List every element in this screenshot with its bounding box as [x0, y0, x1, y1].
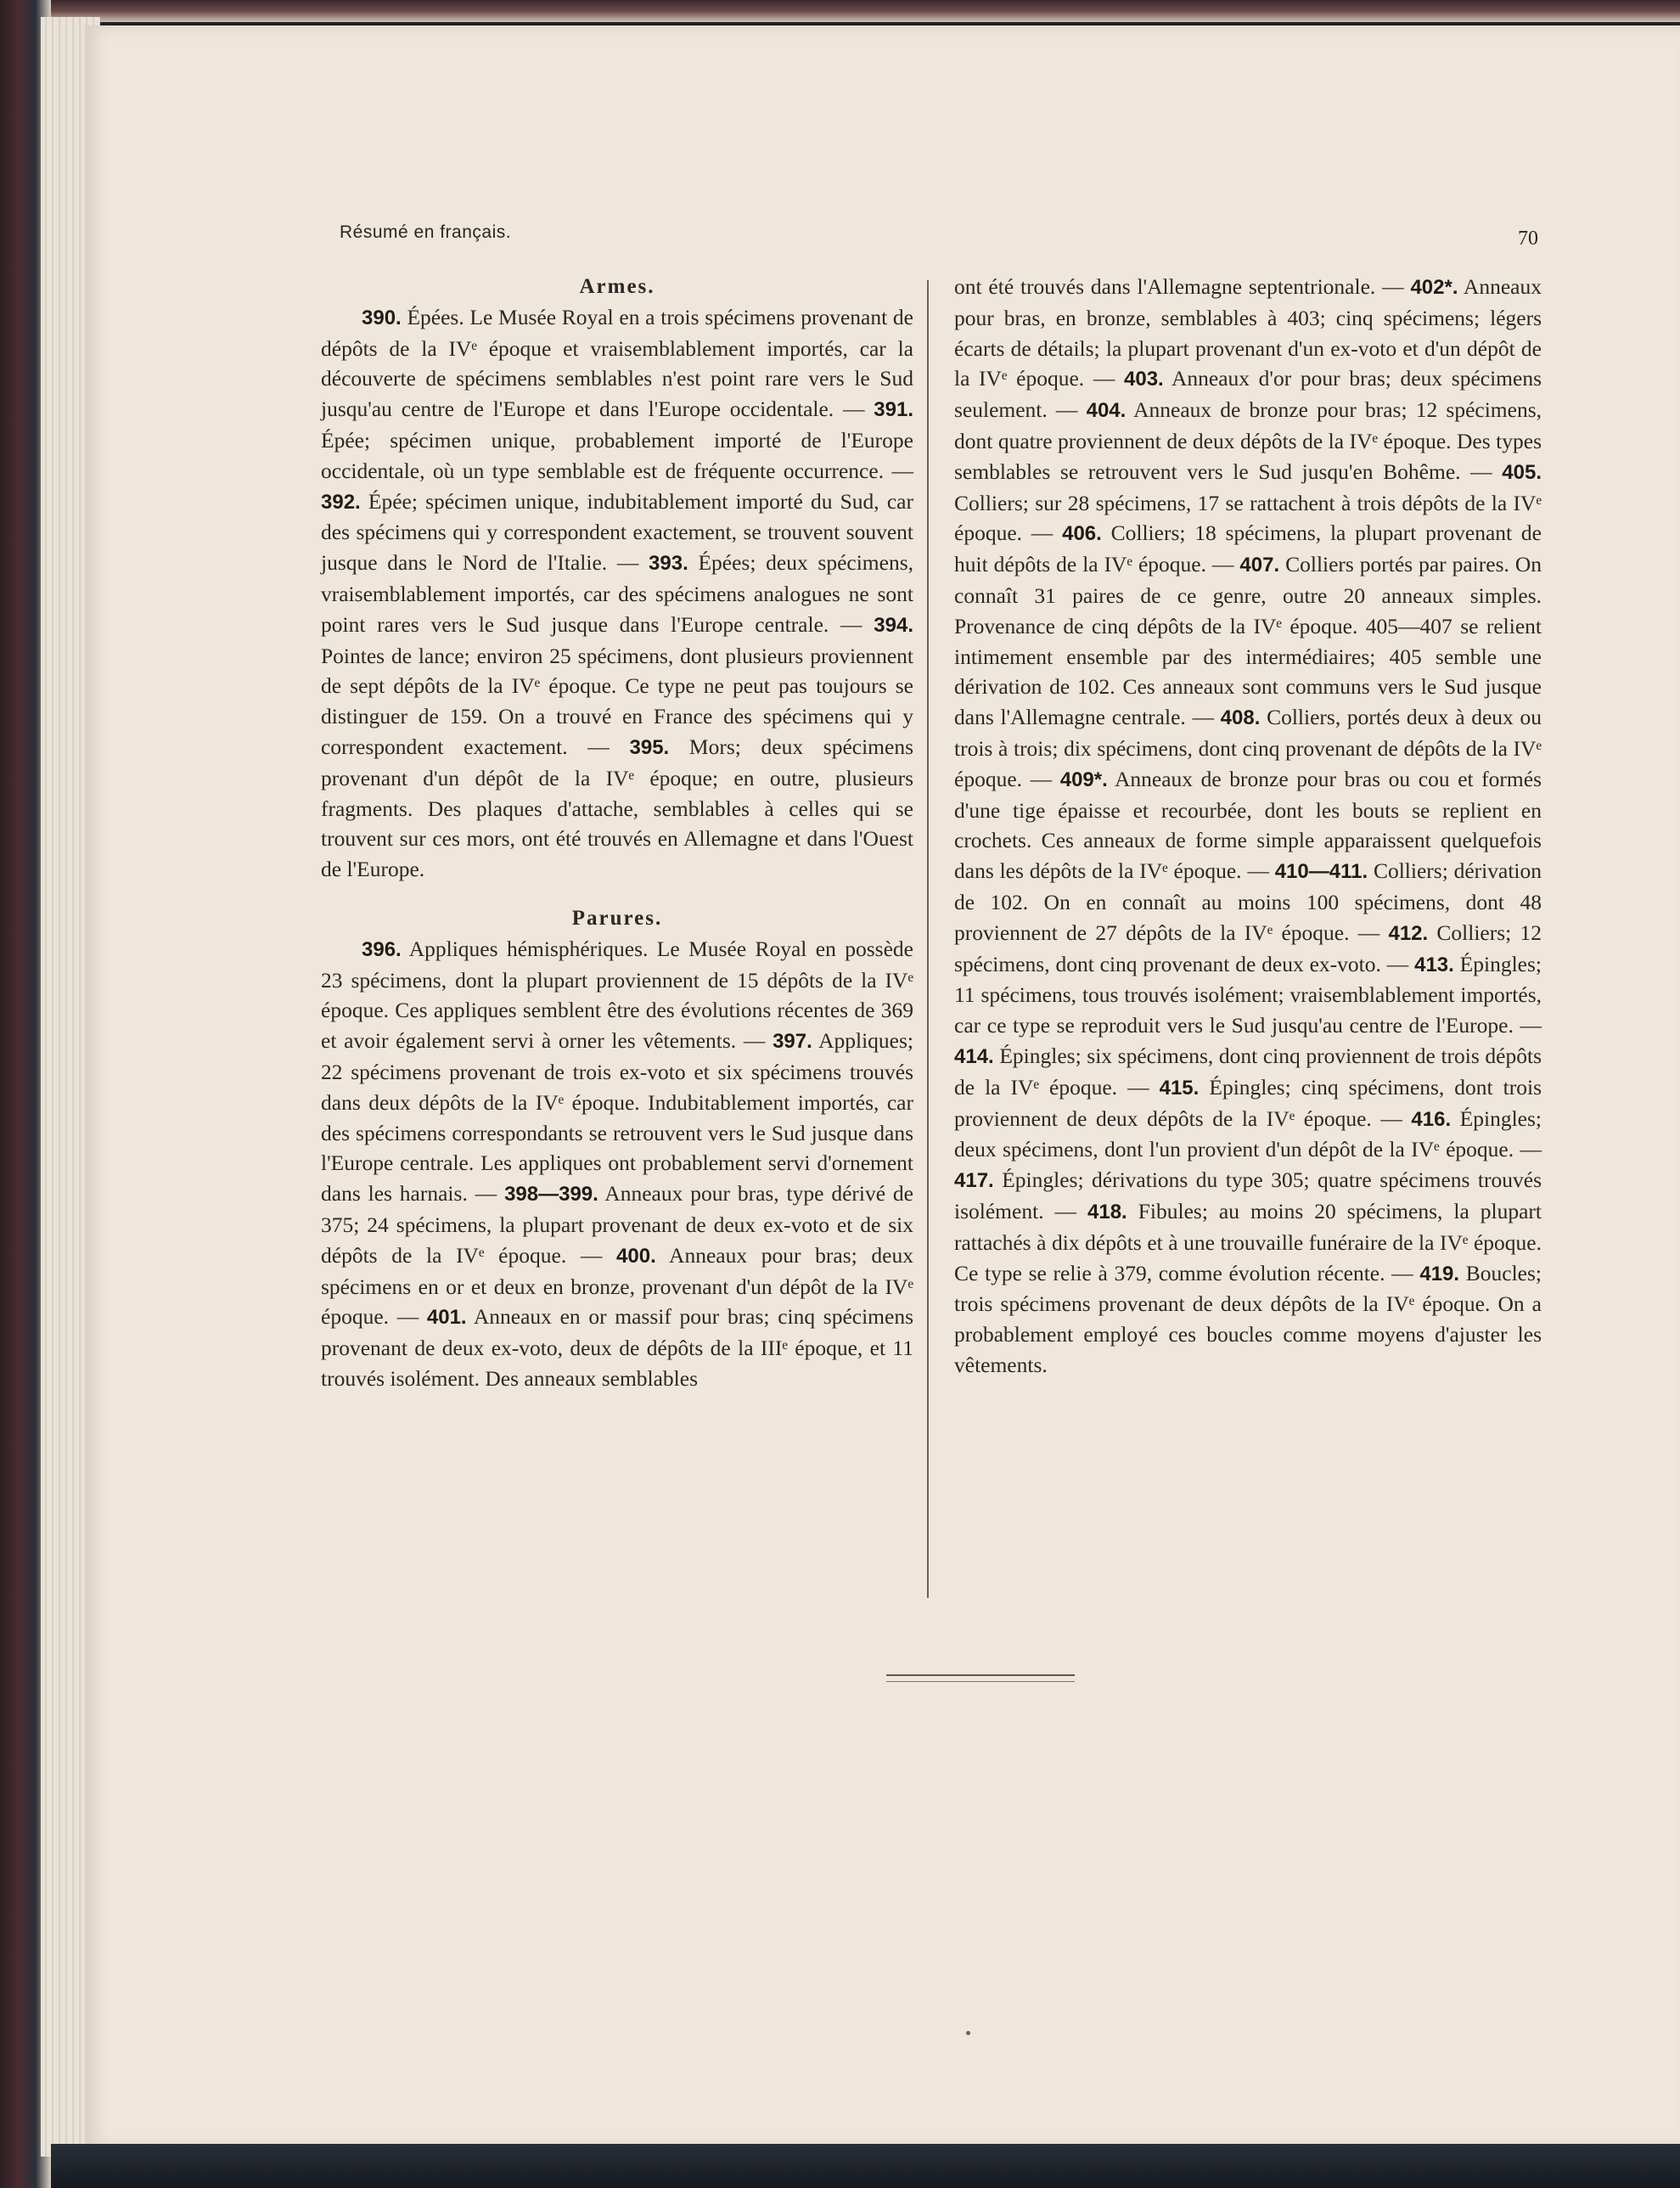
entry-text: ont été trouvés dans l'Allemagne septentrionale. — [954, 274, 1411, 299]
entry-number: 407. [1239, 554, 1280, 577]
entry-number: 401. [426, 1306, 467, 1330]
entry-text: Mors; deux spécimens provenant d'un dépôt de la IVᵉ époque; en outre, plusieurs fragments. Des plaques d'attache, semblables à celles qui se trouvent sur ces mors, ont été trouvés en Allemagne et dans l'Ouest de l'Europe. [321, 734, 914, 882]
book-bottom-edge [51, 2144, 1680, 2188]
column-divider [927, 280, 929, 1598]
entry-text: Anneaux pour bras, en bronze, semblables à 403; cinq spécimens; légers écarts de détails; la plupart provenant d'un ex-voto et d'un dépôt de la IVᵉ époque. — [954, 274, 1542, 391]
entry-number: 415. [1159, 1076, 1200, 1100]
entry-number: 410—411. [1274, 860, 1368, 884]
entry-text: Boucles; trois spécimens provenant de deux dépôts de la IVᵉ époque. On a probablement employé ces boucles comme moyens d'ajuster les vêtements. [954, 1260, 1542, 1377]
entry-number: 390. [362, 306, 402, 329]
entry-number: 408. [1220, 706, 1261, 730]
entry-number: 402*. [1410, 276, 1458, 299]
book-top-edge [0, 0, 1680, 22]
entry-number: 406. [1062, 522, 1102, 546]
entry-text: Colliers; dérivation de 102. On en connaît au moins 100 spécimens, dont 48 proviennent de 27 dépôts de la IVᵉ époque. — [954, 858, 1542, 945]
entry-text: Anneaux d'or pour bras; deux spécimens seulement. — [954, 366, 1542, 423]
entry-number: 417. [954, 1169, 994, 1193]
paragraph-armes [321, 302, 913, 885]
entry-text: Colliers; sur 28 spécimens, 17 se rattachent à trois dépôts de la IVᵉ époque. — [954, 490, 1542, 546]
entry-text: Épée; spécimen unique, indubitablement importé du Sud, car des spécimens qui y correspondent exactement, se trouvent souvent jusque dans le Nord de l'Italie. — [321, 488, 913, 576]
entry-text: Épées. Le Musée Royal en a trois spécimens provenant de dépôts de la IVᵉ époque et vraisemblablement importés, car la découverte de spécimens semblables n'est point rare vers le Sud jusqu'au centre de l'Europe et dans l'Europe occidentale. — [321, 304, 913, 422]
entry-number: 400. [616, 1244, 656, 1268]
entry-number: 413. [1414, 953, 1454, 976]
entry-text: Appliques hémisphériques. Le Musée Royal en possède 23 spécimens, dont la plupart proviennent de 15 dépôts de la IVᵉ époque. Ces appliques semblent être des évolutions récentes de 369 et avoir également servi à orner les vêtements. — [321, 936, 913, 1054]
paragraph-continued [954, 272, 1542, 1381]
entry-number: 396. [362, 937, 402, 961]
entry-number: 403. [1124, 368, 1164, 391]
entry-text: Épingles; cinq spécimens, dont trois proviennent de deux dépôts de la IVᵉ époque. — [954, 1074, 1542, 1131]
entry-text: Colliers; 12 spécimens, dont cinq provenant de deux ex-voto. — [954, 920, 1542, 976]
left-column [321, 272, 913, 1394]
entry-text: Colliers, portés deux à deux ou trois à trois; dix spécimens, dont cinq provenant de dépôts de la IVᵉ époque. — [954, 705, 1542, 791]
entry-text: Anneaux de bronze pour bras ou cou et formés d'une tige épaisse et recourbée, dont les bouts se replient en crochets. Ces anneaux de forme simple apparaissent quelquefois dans les dépôts de la IVᵉ époque. — [954, 766, 1542, 884]
end-rule [886, 1674, 1075, 1682]
entry-text: Épées; deux spécimens, vraisemblablement importés, car des spécimens analogues ne sont point rares vers le Sud jusque dans l'Europe centrale. — [321, 550, 914, 637]
entry-number: 412. [1388, 921, 1429, 945]
entry-number: 391. [874, 398, 913, 422]
entry-text: Colliers portés par paires. On connaît 31 paires de ce genre, outre 20 anneaux simples. Provenance de cinq dépôts de la IVᵉ époque. 405—407 se relient intimement ensemble par des intermédiaires; 405 semble une dérivation de 102. Ces anneaux sont communs vers le Sud jusque dans l'Allemagne centrale. — [954, 552, 1542, 730]
entry-number: 397. [773, 1030, 812, 1054]
entry-text: Épingles; dérivations du type 305; quatre spécimens trouvés isolément. — [954, 1167, 1542, 1223]
entry-text: Épée; spécimen unique, probablement importé de l'Europe occidentale, où un type semblable est de fréquente occurrence. — [321, 427, 913, 483]
entry-text: Appliques; 22 spécimens provenant de trois ex-voto et six spécimens trouvés dans deux dépôts de la IVᵉ époque. Indubitablement importés, car des spécimens correspondants se retrouvent vers le Sud jusque dans l'Europe centrale. Les appliques ont probablement servi d'ornement dans les harnais. — [321, 1028, 913, 1206]
entry-text: Épingles; deux spécimens, dont l'un provient d'un dépôt de la IVᵉ époque. — [954, 1105, 1542, 1162]
running-head: Résumé en français. [340, 222, 512, 242]
entry-text: Colliers; 18 spécimens, la plupart provenant de huit dépôts de la IVᵉ époque. — [954, 520, 1542, 577]
entry-text: Anneaux pour bras, type dérivé de 375; 24 spécimens, la plupart provenant de deux ex-voto et de six dépôts de la IVᵉ époque. — [321, 1181, 913, 1268]
entry-text: Fibules; au moins 20 spécimens, la plupart rattachés à dix dépôts et à une trouvaille funéraire de la IVᵉ époque. Ce type se relie à 379, comme évolution récente. — [954, 1198, 1542, 1285]
section-title-parures: Parures. [571, 906, 663, 930]
entry-number: 404. [1086, 399, 1127, 423]
entry-text: Anneaux de bronze pour bras; 12 spécimens, dont quatre proviennent de deux dépôts de la IVᵉ époque. Des types semblables se retrouvent vers le Sud jusqu'en Bohême. — [954, 397, 1542, 484]
entry-text: Anneaux pour bras; deux spécimens en or et deux en bronze, provenant d'un dépôt de la IVᵉ époque. — [321, 1242, 913, 1330]
entry-number: 416. [1411, 1107, 1452, 1131]
entry-number: 398—399. [504, 1183, 598, 1206]
section-title-armes: Armes. [579, 275, 655, 298]
paragraph-parures [321, 934, 913, 1394]
entry-number: 414. [954, 1044, 994, 1068]
entry-number: 405. [1502, 460, 1542, 484]
entry-number: 394. [874, 613, 913, 637]
entry-number: 409*. [1059, 768, 1108, 791]
entry-number: 393. [649, 552, 688, 576]
entry-number: 395. [629, 735, 670, 759]
entry-number: 418. [1087, 1200, 1127, 1223]
page-number: 70 [1518, 228, 1538, 250]
entry-text: Épingles; six spécimens, dont cinq proviennent de trois dépôts de la IVᵉ époque. — [954, 1043, 1542, 1100]
paper-speck [966, 2031, 970, 2035]
entry-text: Pointes de lance; environ 25 spécimens, dont plusieurs proviennent de sept dépôts de la IVᵉ époque. Ce type ne peut pas toujours se distinguer de 159. On a trouvé en France des spécimens qui y correspondent exactement. — [321, 643, 913, 759]
entry-text: Épingles; 11 spécimens, tous trouvés isolément; vraisemblablement importés, car ce type se reproduit vers le Sud jusqu'au centre de l'Europe. — [954, 951, 1542, 1038]
entry-number: 392. [321, 490, 361, 514]
entry-number: 419. [1419, 1262, 1460, 1285]
right-column [954, 272, 1542, 1381]
entry-text: Anneaux en or massif pour bras; cinq spécimens provenant de deux ex-voto, deux de dépôts de la IIIᵉ époque, et 11 trouvés isolément. Des anneaux semblables [321, 1304, 913, 1391]
